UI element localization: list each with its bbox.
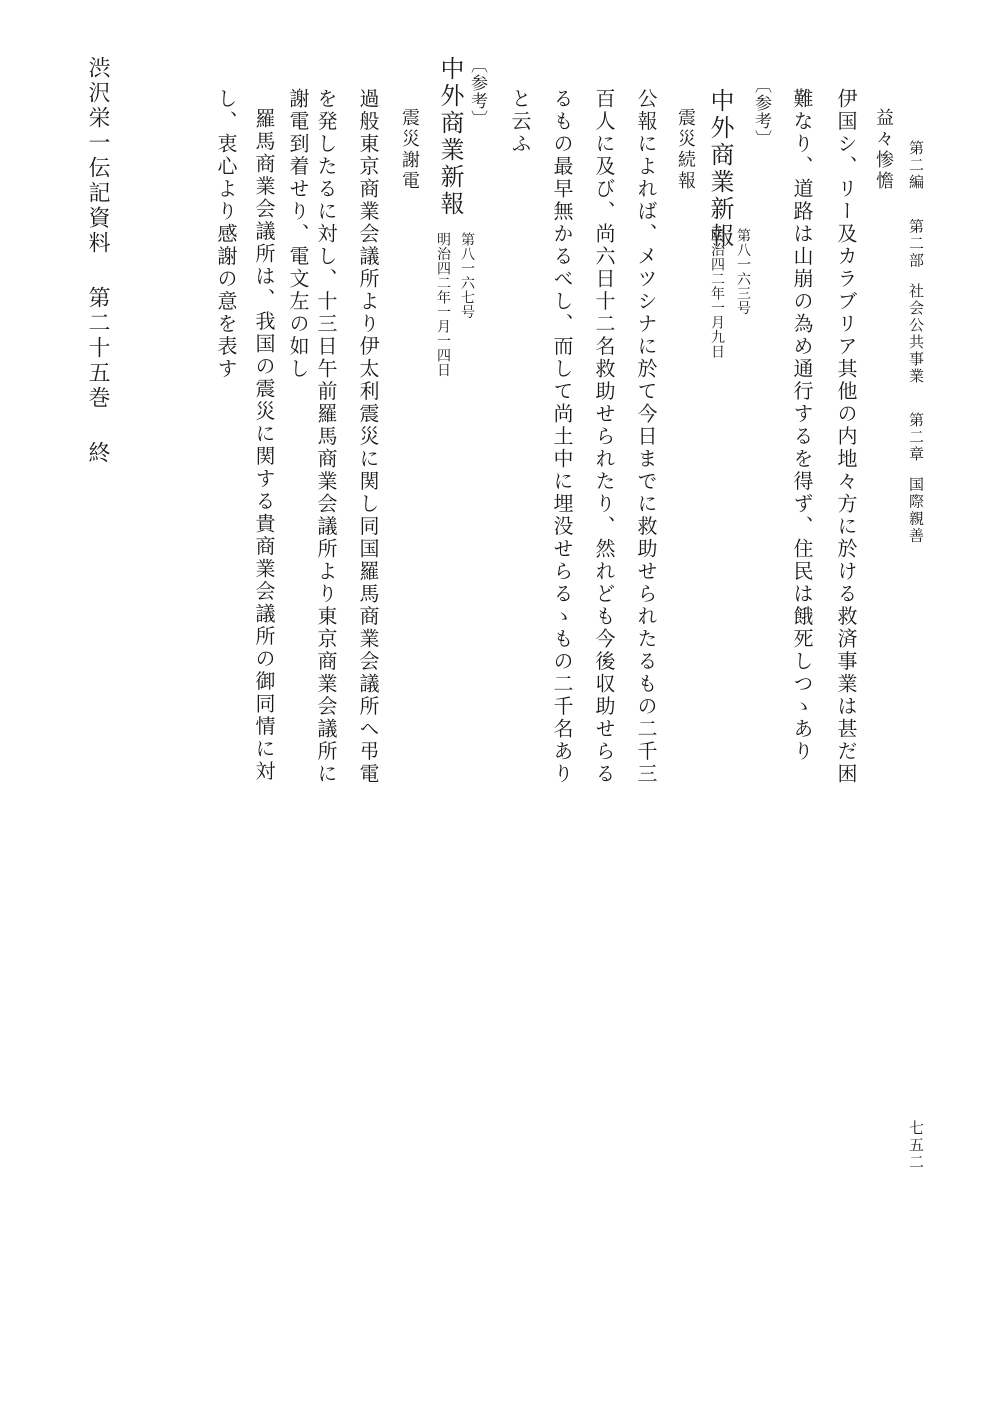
reference-label: 〔参考〕: [751, 76, 771, 148]
paragraph-line: 公報によれば、メツシナに於て今日までに救助せられたるもの二千三: [634, 88, 658, 786]
colophon-end: 終: [85, 440, 110, 466]
issue-number: 第八一六三号: [735, 228, 751, 315]
article-title: 震災続報: [675, 108, 696, 192]
paragraph-line: 謝電到着せり、電文左の如し: [286, 88, 310, 381]
paragraph-line: と云ふ: [508, 88, 532, 156]
paragraph-line: 過般東京商業会議所より伊太利震災に関し同国羅馬商業会議所へ弔電: [356, 88, 380, 786]
colophon-volume: 第二十五巻: [85, 285, 110, 411]
header-chapter: 第二章: [907, 411, 925, 463]
newspaper-source: 中外商業新報: [436, 56, 464, 218]
paragraph-line: 伊国シ、リー及カラブリア其他の内地々方に於ける救済事業は甚だ困: [834, 88, 858, 786]
header-part: 第二部: [907, 218, 925, 270]
header-part-title: 社会公共事業: [907, 282, 925, 385]
header-edition: 第二編: [907, 140, 925, 191]
page-number: 七五二: [907, 1120, 925, 1171]
paragraph-line: し、衷心より感謝の意を表す: [214, 88, 238, 381]
newspaper-source: 中外商業新報: [706, 88, 734, 250]
colophon-series: 渋沢栄一伝記資料: [85, 56, 110, 256]
colophon: [86, 56, 108, 466]
issue-date: 明治四二年一月一四日: [435, 232, 451, 377]
reference-label-text: 参考: [751, 94, 771, 130]
issue-date: 明治四二年一月九日: [709, 228, 725, 359]
paragraph-line: 百人に及び、尚六日十二名救助せられたり、然れども今後収助せらる: [592, 88, 616, 786]
section-title: 益々惨憺: [873, 108, 894, 192]
article-title: 震災謝電: [399, 108, 420, 192]
paragraph-line: 難なり、道路は山崩の為め通行するを得ず、住民は餓死しつゝあり: [790, 88, 814, 763]
header-chapter-title: 国際親善: [907, 476, 925, 545]
paragraph-line: 羅馬商業会議所は、我国の震災に関する貴商業会議所の御同情に対: [252, 108, 276, 783]
reference-label: 〔参考〕: [467, 56, 487, 128]
paragraph-line: るもの最早無かるべし、而して尚土中に埋没せらるゝもの二千名あり: [550, 88, 574, 786]
reference-label-text: 参考: [467, 74, 487, 110]
running-header: [908, 140, 923, 544]
issue-number: 第八一六七号: [459, 232, 475, 319]
paragraph-line: を発したるに対し、十三日午前羅馬商業会議所より東京商業会議所に: [314, 88, 338, 786]
